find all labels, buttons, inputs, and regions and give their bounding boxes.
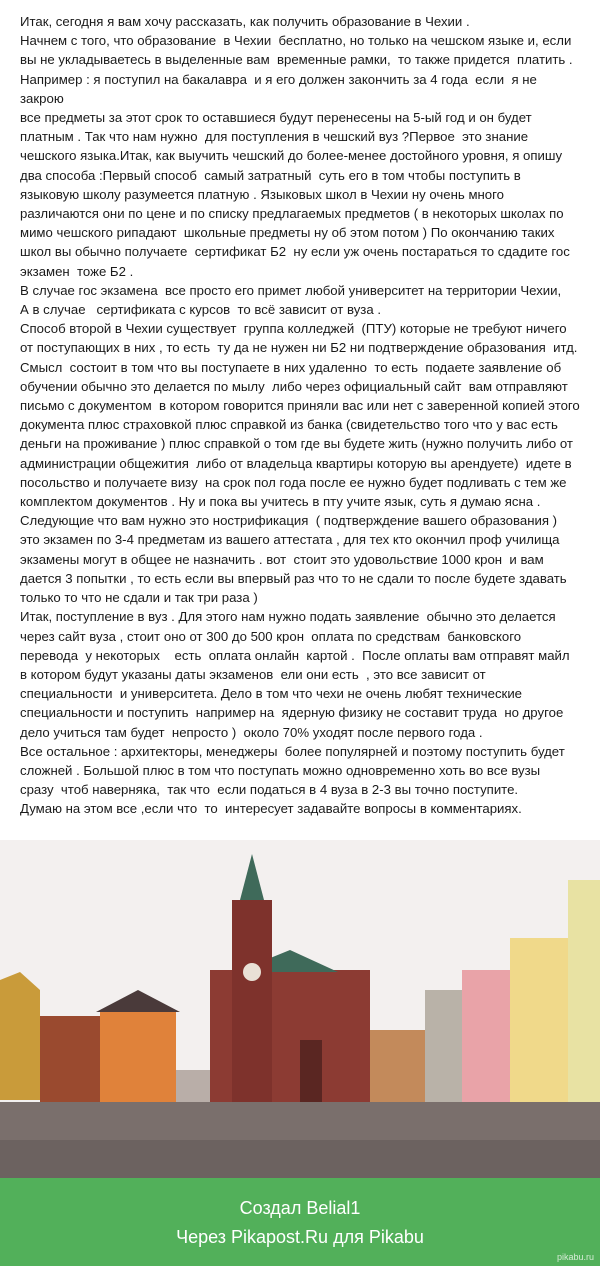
article-line: через сайт вуза , стоит оно от 300 до 500 крон оплата по средствам банковского: [20, 628, 522, 644]
building-left-2: [40, 1016, 102, 1102]
article-line: дело учиться там будет непросто ) около 70% уходят после первого года .: [20, 724, 483, 740]
article-line: закрою: [20, 90, 64, 106]
article-line: различаются они по цене и по списку предлагаемых предметов ( в некоторых школах по: [20, 206, 564, 222]
building-right-3: [462, 970, 512, 1110]
article-line: платным . Так что нам нужно для поступления в чешский вуз ?Первое это знание: [20, 129, 529, 145]
article-line: Все остальное : архитекторы, менеджеры более популярней и поэтому поступить будет: [20, 743, 565, 759]
article-line: мимо чешского рипадают школьные предметы ну об этом потом ) По окончанию таких: [20, 225, 555, 241]
footer-via: Через Pikapost.Ru для Pikabu: [176, 1227, 424, 1247]
article-line: вы не укладываетесь в выделенные вам временные рамки, то также придется платить .: [20, 52, 573, 68]
watermark: pikabu.ru: [556, 1252, 594, 1262]
article-line: А в случае сертификата с курсов то всё зависит от вуза .: [20, 302, 382, 318]
article-line: все предметы за этот срок то оставшиеся будут перенесены на 5-ый год и он будет: [20, 110, 532, 126]
article-line: Итак, сегодня я вам хочу рассказать, как получить образование в Чехии .: [20, 14, 470, 29]
article-line: письмо с документом в котором говорится приняли вас или нет с заверенной копией этого: [20, 398, 580, 414]
article-line: экзамены могут в общее не назначить . вот стоит это удовольствие 1000 крон и вам: [20, 551, 544, 567]
article-line: Думаю на этом все ,если что то интересует задавайте вопросы в комментариях.: [20, 801, 522, 817]
article-line: Следующие что вам нужно это нострификация ( подтверждение вашего образования ): [20, 513, 558, 529]
article-text: [20, 12, 588, 819]
article-line: дается 3 попытки , то есть если вы впервый раз что то не сдали то после будете здавать: [20, 570, 567, 586]
footer: [0, 1178, 600, 1266]
article-line: специальности и университета. Дело в том что чехи не очень любят технические: [20, 686, 523, 702]
article-line: администрации общежития либо от владельца квартиры которую вы арендуете) идете в: [20, 455, 572, 471]
article-line: перевода у некоторых есть оплата онлайн картой . После оплаты вам отправят майл: [20, 647, 570, 663]
article-line: документа плюс страховкой плюс справкой из банка (свидетельство того что у вас есть: [20, 417, 558, 433]
article-line: чешского языка.Итак, как выучить чешский до более-менее достойного уровня, я опишу: [20, 148, 563, 164]
building-right-1: [370, 1030, 425, 1108]
article-line: Итак, поступление в вуз . Для этого нам нужно подать заявление обычно это делается: [20, 609, 556, 625]
article-line: это экзамен по 3-4 предметам из вашего аттестата , для тех кто окончил проф училища: [20, 532, 560, 548]
article-line: в котором будут указаны даты экзаменов ели они есть , это все зависит от: [20, 666, 486, 682]
building-right-4: [510, 938, 570, 1110]
article-line: сразу чтоб наверняка, так что если податься в 4 вуза в 2-3 вы точно поступите.: [20, 782, 519, 798]
building-right-5: [568, 880, 600, 1110]
article-line: деньги на проживание ) плюс справкой о том где вы будете жить (нужно получить либо от: [20, 436, 573, 452]
article-line: два способа :Первый способ самый затратный суть его в том чтобы поступить в: [20, 167, 521, 183]
article-line: Например : я поступил на бакалавра и я его должен закончить за 4 года если я не: [20, 71, 537, 87]
article-line: школ вы обычно получаете сертификат Б2 ну если уж очень постараться то сдадите гос: [20, 244, 570, 260]
article-line: Способ второй в Чехии существует группа колледжей (ПТУ) которые не требуют ничего: [20, 321, 567, 337]
article-line: только то что не сдали и так три раза ): [20, 590, 258, 606]
building-left-3: [100, 1010, 176, 1102]
building-left-1: [0, 972, 40, 1100]
town-square-photo: [0, 840, 600, 1178]
article-line: Начнем с того, что образование в Чехии бесплатно, но только на чешском языке и, если: [20, 33, 572, 49]
article-line: посольство и получаете визу на срок пол года после ее нужно будет подливать с тем же: [20, 474, 567, 490]
article-line: от поступающих в них , то есть ту да не нужен ни Б2 ни подтверждение образования итд.: [20, 340, 578, 356]
article-line: обучении обычно это делается по мылу либо через официальный сайт вам отправляют: [20, 378, 568, 394]
footer-author: Создал Belial1: [239, 1198, 361, 1218]
article-line: комплектом документов . Ну и пока вы учитесь в пту учите язык, суть я думаю ясна .: [20, 494, 541, 510]
article-line: специальности и поступить например на ядерную физику не составит труда но другое: [20, 705, 564, 721]
tower-clock: [243, 963, 261, 981]
building-right-2: [425, 990, 465, 1110]
article-line: экзамен тоже Б2 .: [20, 263, 134, 279]
town-hall-door: [300, 1040, 322, 1105]
article-line: языковую школу разумеется платную . Языковых школ в Чехии ну очень много: [20, 186, 504, 202]
article-line: В случае гос экзамена все просто его примет любой университет на территории Чехии,: [20, 282, 562, 298]
article-line: Смысл состоит в том что вы поступаете в них удаленно то есть подаете заявление об: [20, 359, 562, 375]
town-hall-tower: [232, 900, 272, 1110]
article-line: сложней . Большой плюс в том что поступать можно одновременно хоть во все вузы: [20, 762, 541, 778]
